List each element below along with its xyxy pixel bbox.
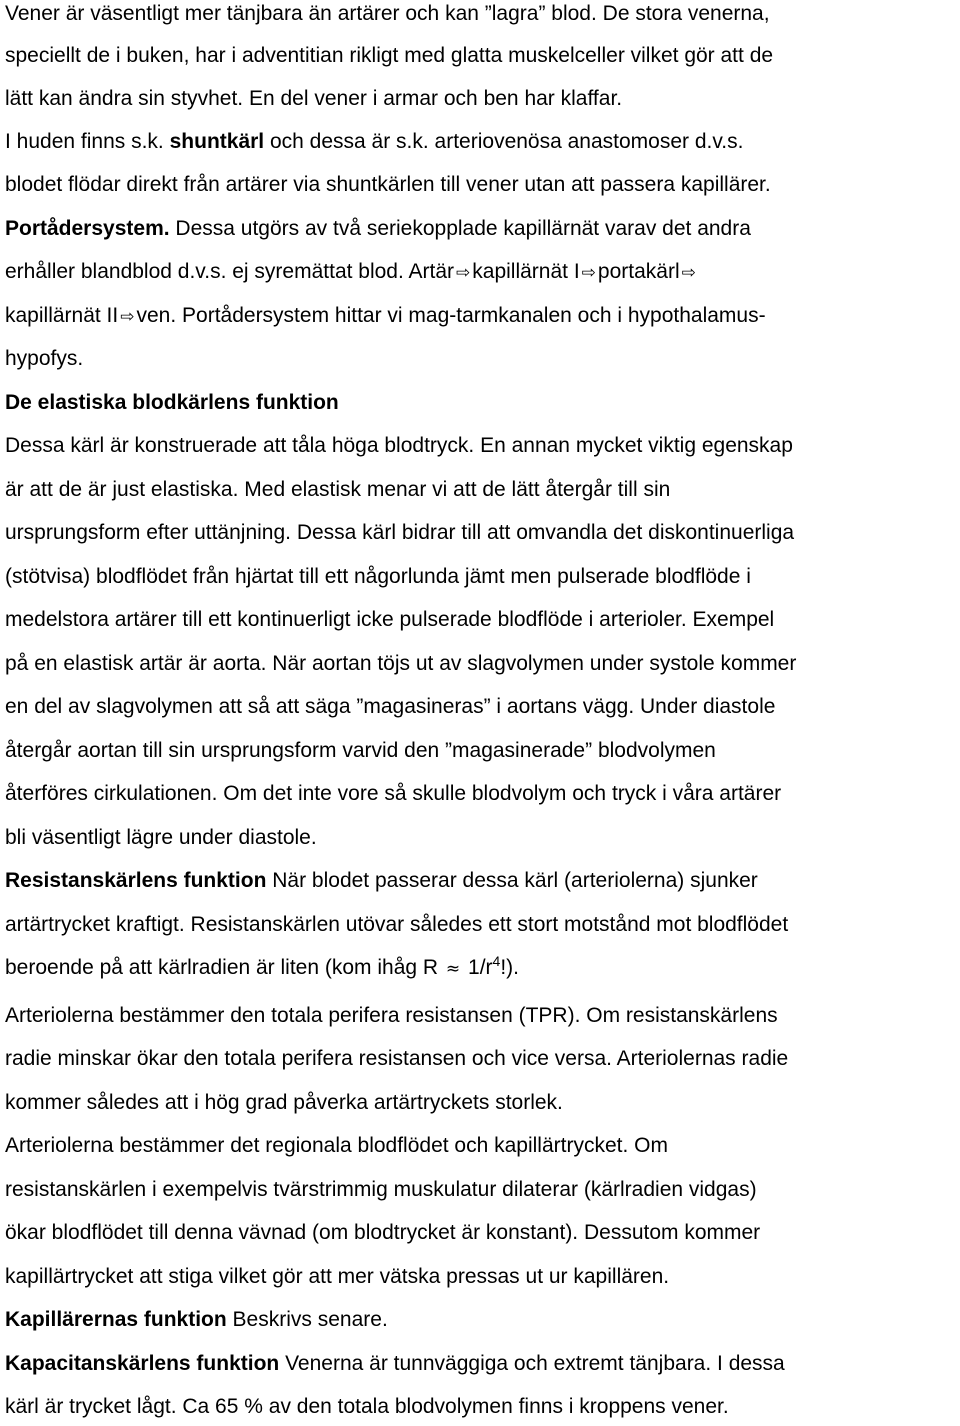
right-arrow-icon: ⇨ [120, 307, 135, 327]
text-line: Vener är väsentligt mer tänjbara än artärer och kan ”lagra” blod. De stora venerna, [5, 2, 770, 25]
text-line: Arteriolerna bestämmer den totala perifera resistansen (TPR). Om resistanskärlens [5, 1004, 778, 1027]
text-line: resistanskärlen i exempelvis tvärstrimmig muskulatur dilaterar (kärlradien vidgas) [5, 1178, 757, 1201]
text-line: radie minskar ökar den totala perifera resistansen och vice versa. Arteriolernas radie [5, 1047, 789, 1070]
right-arrow-icon: ⇨ [681, 263, 696, 283]
text-line: I huden finns s.k. shuntkärl och dessa är s.k. arteriovenösa anastomoser d.v.s. [5, 130, 744, 153]
text-line: bli väsentligt lägre under diastole. [5, 826, 317, 849]
text-line: Resistanskärlens funktion När blodet passerar dessa kärl (arteriolerna) sjunker [5, 869, 758, 892]
text-line: Kapillärernas funktion Beskrivs senare. [5, 1308, 388, 1331]
text-line: kapillärtrycket att stiga vilket gör att mer vätska pressas ut ur kapillären. [5, 1265, 670, 1288]
text-line: kapillärnät II ⇨ven. Portådersystem hittar vi mag-tarmkanalen och i hypothalamus- [5, 303, 766, 330]
text-line: lätt kan ändra sin styvhet. En del vener i armar och ben har klaffar. [5, 87, 623, 110]
text-line: (stötvisa) blodflödet från hjärtat till ett någorlunda jämt men pulserade blodflöde i [5, 565, 751, 588]
right-arrow-icon: ⇨ [456, 263, 471, 283]
text-line: artärtrycket kraftigt. Resistanskärlen utövar således ett stort motstånd mot blodflödet [5, 913, 789, 936]
section-heading: De elastiska blodkärlens funktion [5, 391, 339, 414]
text-line: på en elastisk artär är aorta. När aortan töjs ut av slagvolymen under systole kommer [5, 652, 797, 675]
text-line: Portådersystem. Dessa utgörs av två seriekopplade kapillärnät varav det andra [5, 217, 751, 240]
text-line: ursprungsform efter uttänjning. Dessa kärl bidrar till att omvandla det diskontinuerliga [5, 521, 795, 544]
text-line: Arteriolerna bestämmer det regionala blodflödet och kapillärtrycket. Om [5, 1134, 668, 1157]
right-arrow-icon: ⇨ [581, 263, 596, 283]
approx-icon: ≈ [445, 959, 461, 979]
text-line: återföres cirkulationen. Om det inte vore så skulle blodvolym och tryck i våra artärer [5, 782, 782, 805]
text-line: hypofys. [5, 347, 84, 370]
term-portadersystem: Portådersystem. [5, 217, 170, 240]
text-line: Kapacitanskärlens funktion Venerna är tunnväggiga och extremt tänjbara. I dessa [5, 1352, 785, 1375]
exponent: 4 [492, 953, 501, 969]
text-line: speciellt de i buken, har i adventitian rikligt med glatta muskelceller vilket gör att de [5, 44, 774, 67]
text-line: en del av slagvolymen att så att säga ”magasineras” i aortans vägg. Under diastole [5, 695, 776, 718]
text-line: medelstora artärer till ett kontinuerligt icke pulserade blodflöde i arterioler. Exempel [5, 608, 775, 631]
text-line: kärl är trycket lågt. Ca 65 % av den totala blodvolymen finns i kroppens vener. [5, 1395, 729, 1418]
text-line: erhåller blandblod d.v.s. ej syremättat blod. Artär ⇨kapillärnät I ⇨portakärl ⇨ [5, 259, 698, 286]
text-line: blodet flödar direkt från artärer via shuntkärlen till vener utan att passera kapillärer. [5, 173, 771, 196]
text-line: återgår aortan till sin ursprungsform varvid den ”magasinerade” blodvolymen [5, 739, 716, 762]
text-line: kommer således att i hög grad påverka artärtryckets storlek. [5, 1091, 563, 1114]
section-heading-inline: Resistanskärlens funktion [5, 869, 267, 892]
section-heading-inline: Kapillärernas funktion [5, 1308, 227, 1331]
term-shuntkarl: shuntkärl [169, 130, 265, 153]
text-line: ökar blodflödet till denna vävnad (om blodtrycket är konstant). Dessutom kommer [5, 1221, 761, 1244]
text-line: beroende på att kärlradien är liten (kom ihåg $R \approx 1/r^4$!). [5, 955, 519, 982]
text-line: Dessa kärl är konstruerade att tåla höga blodtryck. En annan mycket viktig egenskap [5, 434, 793, 457]
section-heading-inline: Kapacitanskärlens funktion [5, 1352, 280, 1375]
text-line: är att de är just elastiska. Med elastisk menar vi att de lätt återgår till sin [5, 478, 671, 501]
